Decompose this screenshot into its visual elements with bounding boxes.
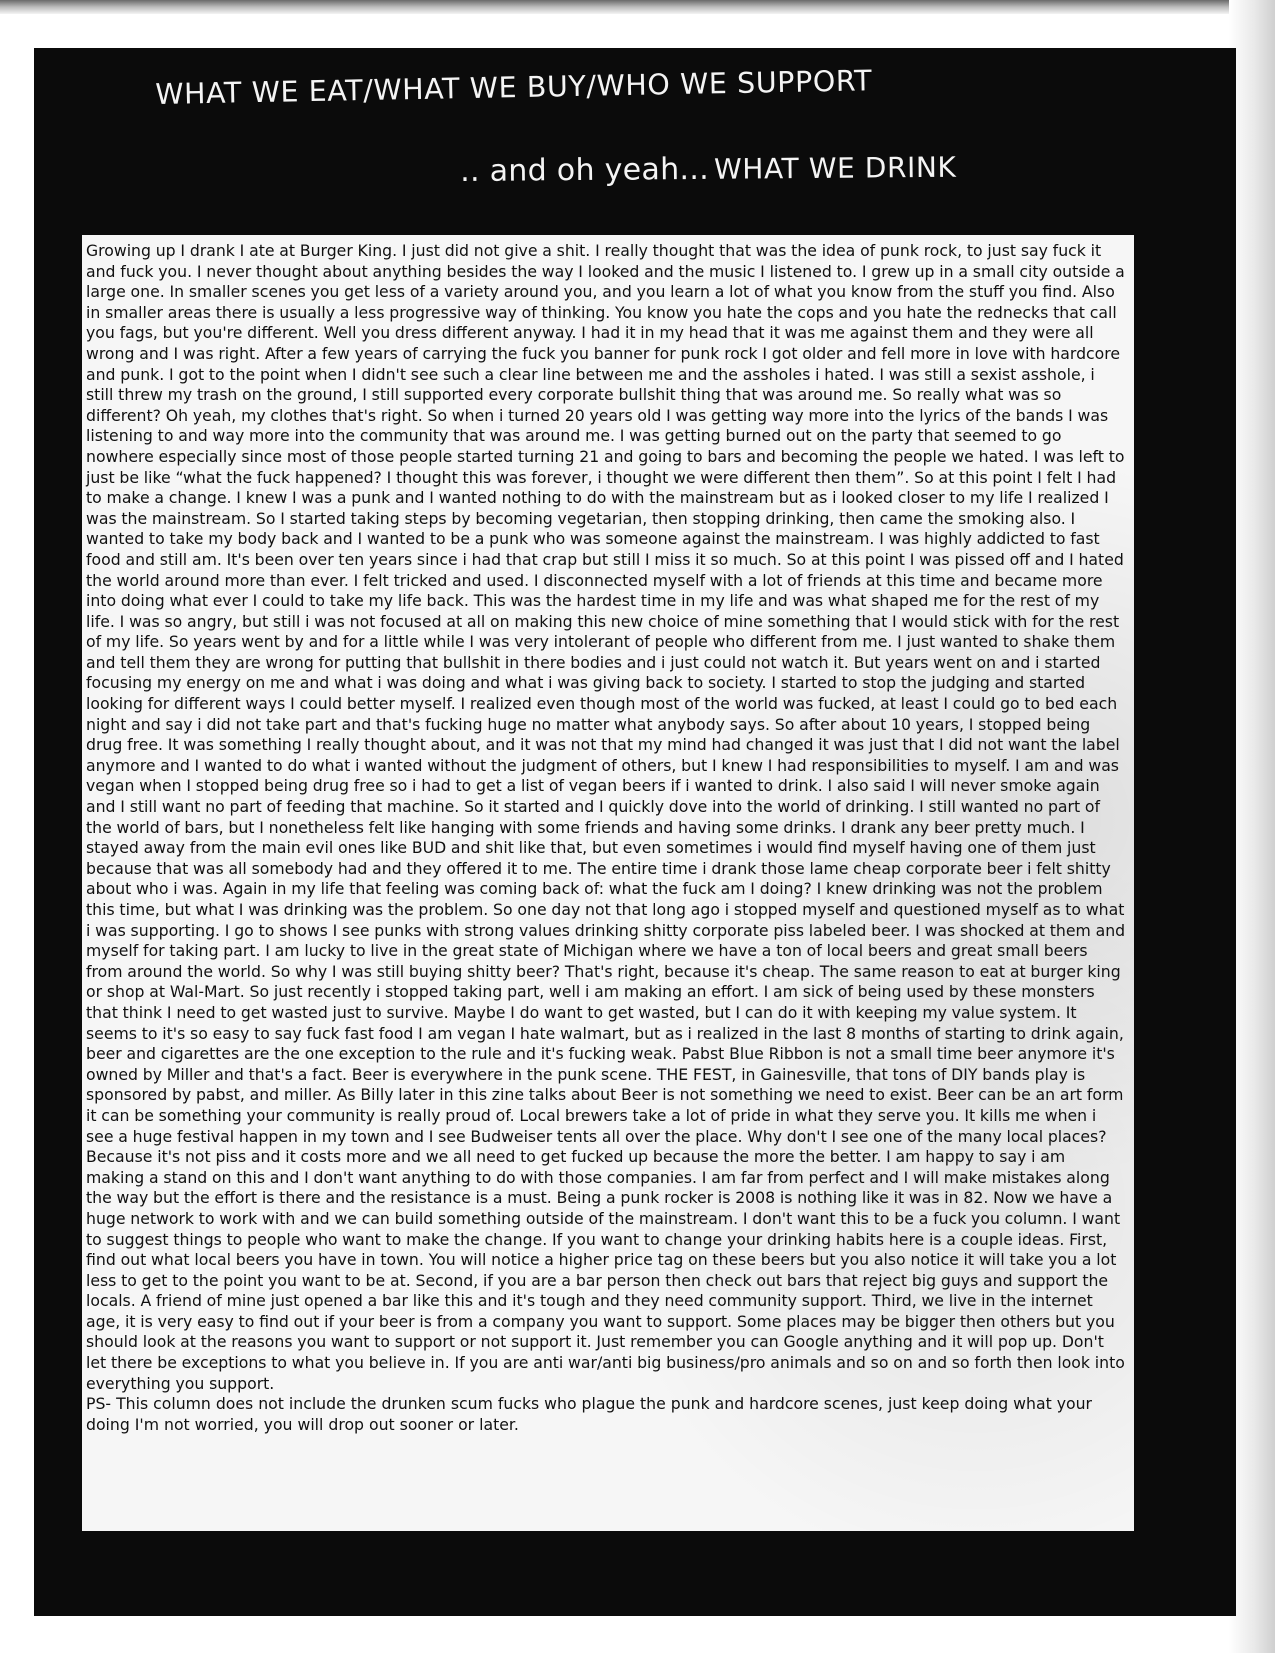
subtitle-caps: WHAT WE DRINK <box>713 150 957 186</box>
article-text-box <box>82 235 1134 1531</box>
article-body: Growing up I drank I ate at Burger King. I just did not give a shit. I really thought that was the idea of punk rock, to just say fuck it and fuck you. I never thought about anything besides the way I looked and the music I listened to. I grew up in a small city outside a large one. In smaller scenes you get less of a variety around you, and you learn a lot of what you know from the stuff you find. Also in smaller areas there is usually a less progressive way of thinking. You know you hate the cops and you hate the rednecks that call you fags, but you're different. Well you dress different anyway. I had it in my head that it was me against them and they were all wrong and I was right. After a few years of carrying the fuck you banner for punk rock I got older and fell more in love with hardcore and punk. I got to the point when I didn't see such a clear line between me and the assholes i hated. I was still a sexist asshole, i still threw my trash on the ground, I still supported every corporate bullshit thing that was around me. So really what was so different? Oh yeah, my clothes that's right. So when i turned 20 years old I was getting way more into the lyrics of the bands I was listening to and way more into the community that was around me. I was getting burned out on the party that seemed to go nowhere especially since most of those people started turning 21 and going to bars and becoming the people we hated. I was left to just be like “what the fuck happened? I thought this was forever, i thought we were different then them”. So at this point I felt I had to make a change. I knew I was a punk and I wanted nothing to do with the mainstream but as i looked closer to my life I realized I was the mainstream. So I started taking steps by becoming vegetarian, then stopping drinking, then came the smoking also. I wanted to take my body back and I wanted to be a punk who was someone against the mainstream. I was highly addicted to fast food and still am. It's been over ten years since i had that crap but still I miss it so much. So at this point I was pissed off and I hated the world around more than ever. I felt tricked and used. I disconnected myself with a lot of friends at this time and became more into doing what ever I could to take my life back. This was the hardest time in my life and was what shaped me for the rest of my life. I was so angry, but still i was not focused at all on making this new choice of mine something that I would stick with for the rest of my life. So years went by and for a little while I was very intolerant of people who different from me. I just wanted to shake them and tell them they are wrong for putting that bullshit in there bodies and i just could not watch it. But years went on and i started focusing my energy on me and what i was doing and what i was giving back to society. I started to stop the judging and started looking for different ways I could better myself. I realized even though most of the world was fucked, at least I could go to bed each night and say i did not take part and that's fucking huge no matter what anybody says. So after about 10 years, I stopped being drug free. It was something I really thought about, and it was not that my mind had changed it was just that I did not want the label anymore and I wanted to do what i wanted without the judgment of others, but I knew I had responsibilities to myself. I am and was vegan when I stopped being drug free so i had to get a list of vegan beers if i wanted to drink. I also said I will never smoke again and I still want no part of feeding that machine. So it started and I quickly dove into the world of drinking. I still wanted no part of the world of bars, but I nonetheless felt like hanging with some friends and having some drinks. I drank any beer pretty much. I stayed away from the main evil ones like BUD and shit like that, but even sometimes i would find myself having one of them just because that was all somebody had and they offered it to me. The entire time i drank those lame cheap corporate beer i felt shitty about who i was. Again in my life that feeling was coming back of: what the fuck am I doing? I knew drinking was not the problem this time, but what I was drinking was the problem. So one day not that long ago i stopped myself and questioned myself as to what i was supporting. I go to shows I see punks with strong values drinking shitty corporate piss labeled beer. I was shocked at them and myself for taking part. I am lucky to live in the great state of Michigan where we have a ton of local beers and great small beers from around the world. So why I was still buying shitty beer? That's right, because it's cheap. The same reason to eat at burger king or shop at Wal-Mart. So just recently i stopped taking part, well i am making an effort. I am sick of being used by these monsters that think I need to get wasted just to survive. Maybe I do want to get wasted, but I can do it with keeping my value system. It seems to it's so easy to say fuck fast food I am vegan I hate walmart, but as i realized in the last 8 months of starting to drink again, beer and cigarettes are the one exception to the rule and it's fucking weak. Pabst Blue Ribbon is not a small time beer anymore it's owned by Miller and that's a fact. Beer is everywhere in the punk scene. THE FEST, in Gainesville, that tons of DIY bands play is sponsored by pabst, and miller. As Billy later in this zine talks about Beer is not something we need to exist. Beer can be an art form it can be something your community is really proud of. Local brewers take a lot of pride in what they serve you. It kills me when i see a huge festival happen in my town and I see Budweiser tents all over the place. Why don't I see one of the many local places? Because it's not piss and it costs more and we all need to get fucked up because the more the better. I am happy to say i am making a stand on this and I don't want anything to do with those companies. I am far from perfect and I will make mistakes along the way but the effort is there and the resistance is a must. Being a punk rocker is 2008 is nothing like it was in 82. Now we have a huge network to work with and we can build something outside of the mainstream. I don't want this to be a fuck you column. I want to suggest things to people who want to make the change. If you want to change your drinking habits here is a couple ideas. First, find out what local beers you have in town. You will notice a higher price tag on these beers but you also notice it will take you a lot less to get to the point you want to be at. Second, if you are a bar person then check out bars that reject big guys and support the locals. A friend of mine just opened a bar like this and it's tough and they need community support. Third, we live in the internet age, it is very easy to find out if your beer is from a company you want to support. Some places may be bigger then others but you should look at the reasons you want to support or not support it. Just remember you can Google anything and it will pop up. Don't let there be exceptions to what you believe in. If you are anti war/anti big business/pro animals and so on and so forth then look into everything you support. <box>86 241 1126 1393</box>
page-title: WHAT WE EAT/WHAT WE BUY/WHO WE SUPPORT <box>155 64 873 111</box>
page-subtitle <box>460 150 957 189</box>
scan-top-edge <box>0 0 1275 14</box>
subtitle-lead: .. and oh yeah... <box>460 151 710 189</box>
article-postscript: PS- This column does not include the drunken scum fucks who plague the punk and hardcore scenes, just keep doing what your doing I'm not worried, you will drop out sooner or later. <box>86 1394 1092 1434</box>
